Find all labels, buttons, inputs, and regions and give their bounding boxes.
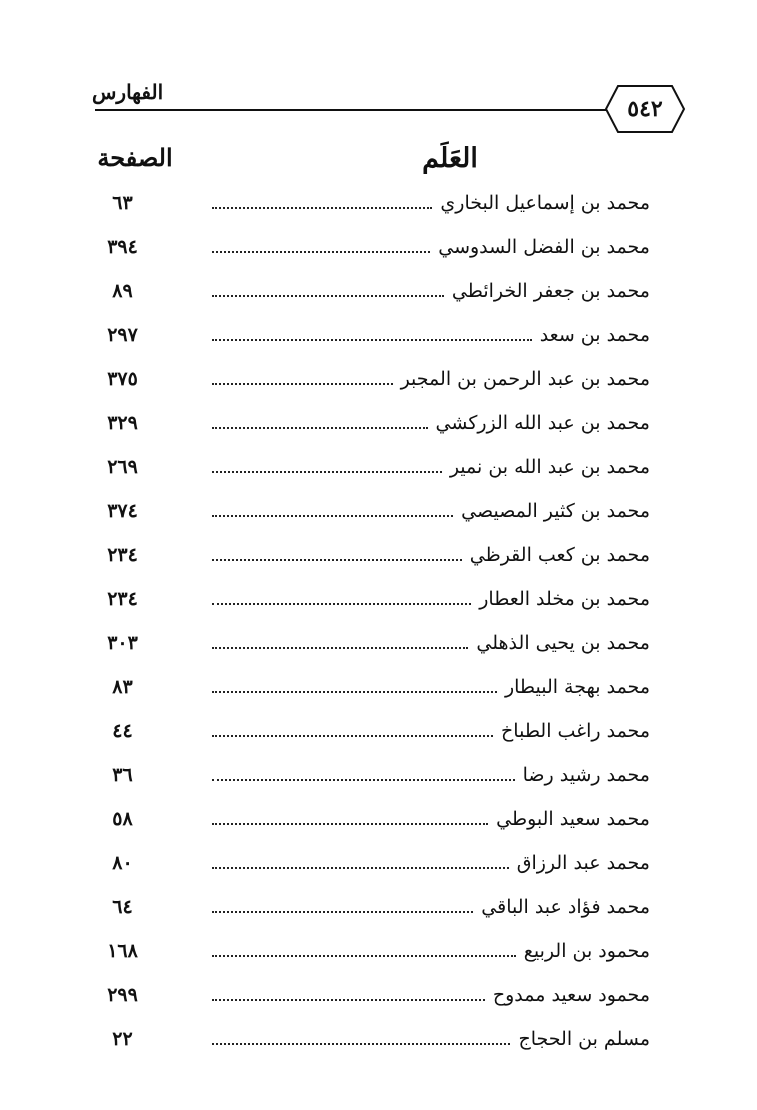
dot-leader [212, 427, 428, 429]
entry-page: ٢٣٤ [107, 544, 138, 566]
entry-name: محمد بن عبد الله بن نمير [442, 456, 650, 478]
index-entry [0, 1020, 757, 1060]
dot-leader [212, 867, 509, 869]
dot-leader [212, 295, 444, 297]
entry-name: محمود بن الربيع [516, 940, 650, 962]
entry-page: ٨٩ [112, 280, 133, 302]
column-heading-name: العَلَم [422, 143, 478, 174]
entry-name: محمد بن عبد الله الزركشي [428, 412, 650, 434]
entry-page: ٣٢٩ [107, 412, 138, 434]
entry-name: محمد بن سعد [532, 324, 650, 346]
entry-page: ١٦٨ [107, 940, 138, 962]
dot-leader [212, 735, 493, 737]
entry-name: محمد عبد الرزاق [509, 852, 650, 874]
entry-name: محمد بهجة البيطار [497, 676, 650, 698]
entry-page: ٣٠٣ [107, 632, 138, 654]
index-entry [0, 184, 757, 224]
dot-leader [212, 911, 473, 913]
entry-page: ٢٢ [112, 1028, 133, 1050]
index-entry [0, 624, 757, 664]
index-entry [0, 800, 757, 840]
index-entry [0, 932, 757, 972]
dot-leader [212, 955, 516, 957]
entry-name: محمد بن جعفر الخرائطي [444, 280, 650, 302]
page-number: ٥٤٢ [627, 96, 663, 122]
index-entry [0, 536, 757, 576]
entry-page: ٣٧٥ [107, 368, 138, 390]
entry-name: محمد بن الفضل السدوسي [430, 236, 650, 258]
dot-leader [212, 383, 393, 385]
entry-page: ٢٣٤ [107, 588, 138, 610]
entry-name: محمد بن مخلد العطار [471, 588, 650, 610]
dot-leader [212, 471, 442, 473]
entry-name: محمد رشيد رضا [515, 764, 650, 786]
entry-page: ٦٤ [112, 896, 133, 918]
entry-page: ٤٤ [112, 720, 133, 742]
index-entry [0, 756, 757, 796]
dot-leader [212, 779, 515, 781]
entry-name: محمد بن كثير المصيصي [453, 500, 650, 522]
entry-name: محمد بن يحيى الذهلي [468, 632, 650, 654]
entry-name: مسلم بن الحجاج [510, 1028, 650, 1050]
entry-page: ٣٩٤ [107, 236, 138, 258]
entry-page: ٢٩٩ [107, 984, 138, 1006]
column-heading-page: الصفحة [97, 143, 173, 172]
dot-leader [212, 1043, 510, 1045]
index-entry [0, 976, 757, 1016]
index-entry [0, 492, 757, 532]
entry-name: محمد بن عبد الرحمن بن المجبر [393, 368, 650, 390]
entry-name: محمد سعيد البوطي [488, 808, 650, 830]
entry-name: محمود سعيد ممدوح [485, 984, 650, 1006]
entry-page: ٢٩٧ [107, 324, 138, 346]
index-entry [0, 448, 757, 488]
dot-leader [212, 251, 430, 253]
entry-page: ٣٦ [112, 764, 133, 786]
entry-name: محمد راغب الطباخ [493, 720, 650, 742]
entry-page: ٨٣ [112, 676, 133, 698]
entry-page: ٣٧٤ [107, 500, 138, 522]
entry-page: ٥٨ [112, 808, 133, 830]
entry-page: ٦٣ [112, 192, 133, 214]
index-entry [0, 228, 757, 268]
index-entry [0, 888, 757, 928]
index-entry [0, 360, 757, 400]
index-entry [0, 712, 757, 752]
index-entry [0, 404, 757, 444]
dot-leader [212, 559, 462, 561]
index-entry [0, 668, 757, 708]
entry-name: محمد بن كعب القرظي [462, 544, 650, 566]
dot-leader [212, 339, 532, 341]
index-entry [0, 316, 757, 356]
entry-name: محمد بن إسماعيل البخاري [432, 192, 650, 214]
dot-leader [212, 647, 468, 649]
dot-leader [212, 823, 488, 825]
entry-page: ٨٠ [112, 852, 133, 874]
dot-leader [212, 207, 432, 209]
running-title: الفهارس [92, 80, 164, 104]
index-entry [0, 844, 757, 884]
dot-leader [212, 999, 485, 1001]
dot-leader [212, 515, 453, 517]
entry-page: ٢٦٩ [107, 456, 138, 478]
index-entry [0, 580, 757, 620]
entry-name: محمد فؤاد عبد الباقي [473, 896, 650, 918]
dot-leader [212, 691, 497, 693]
dot-leader [212, 603, 471, 605]
index-entry [0, 272, 757, 312]
